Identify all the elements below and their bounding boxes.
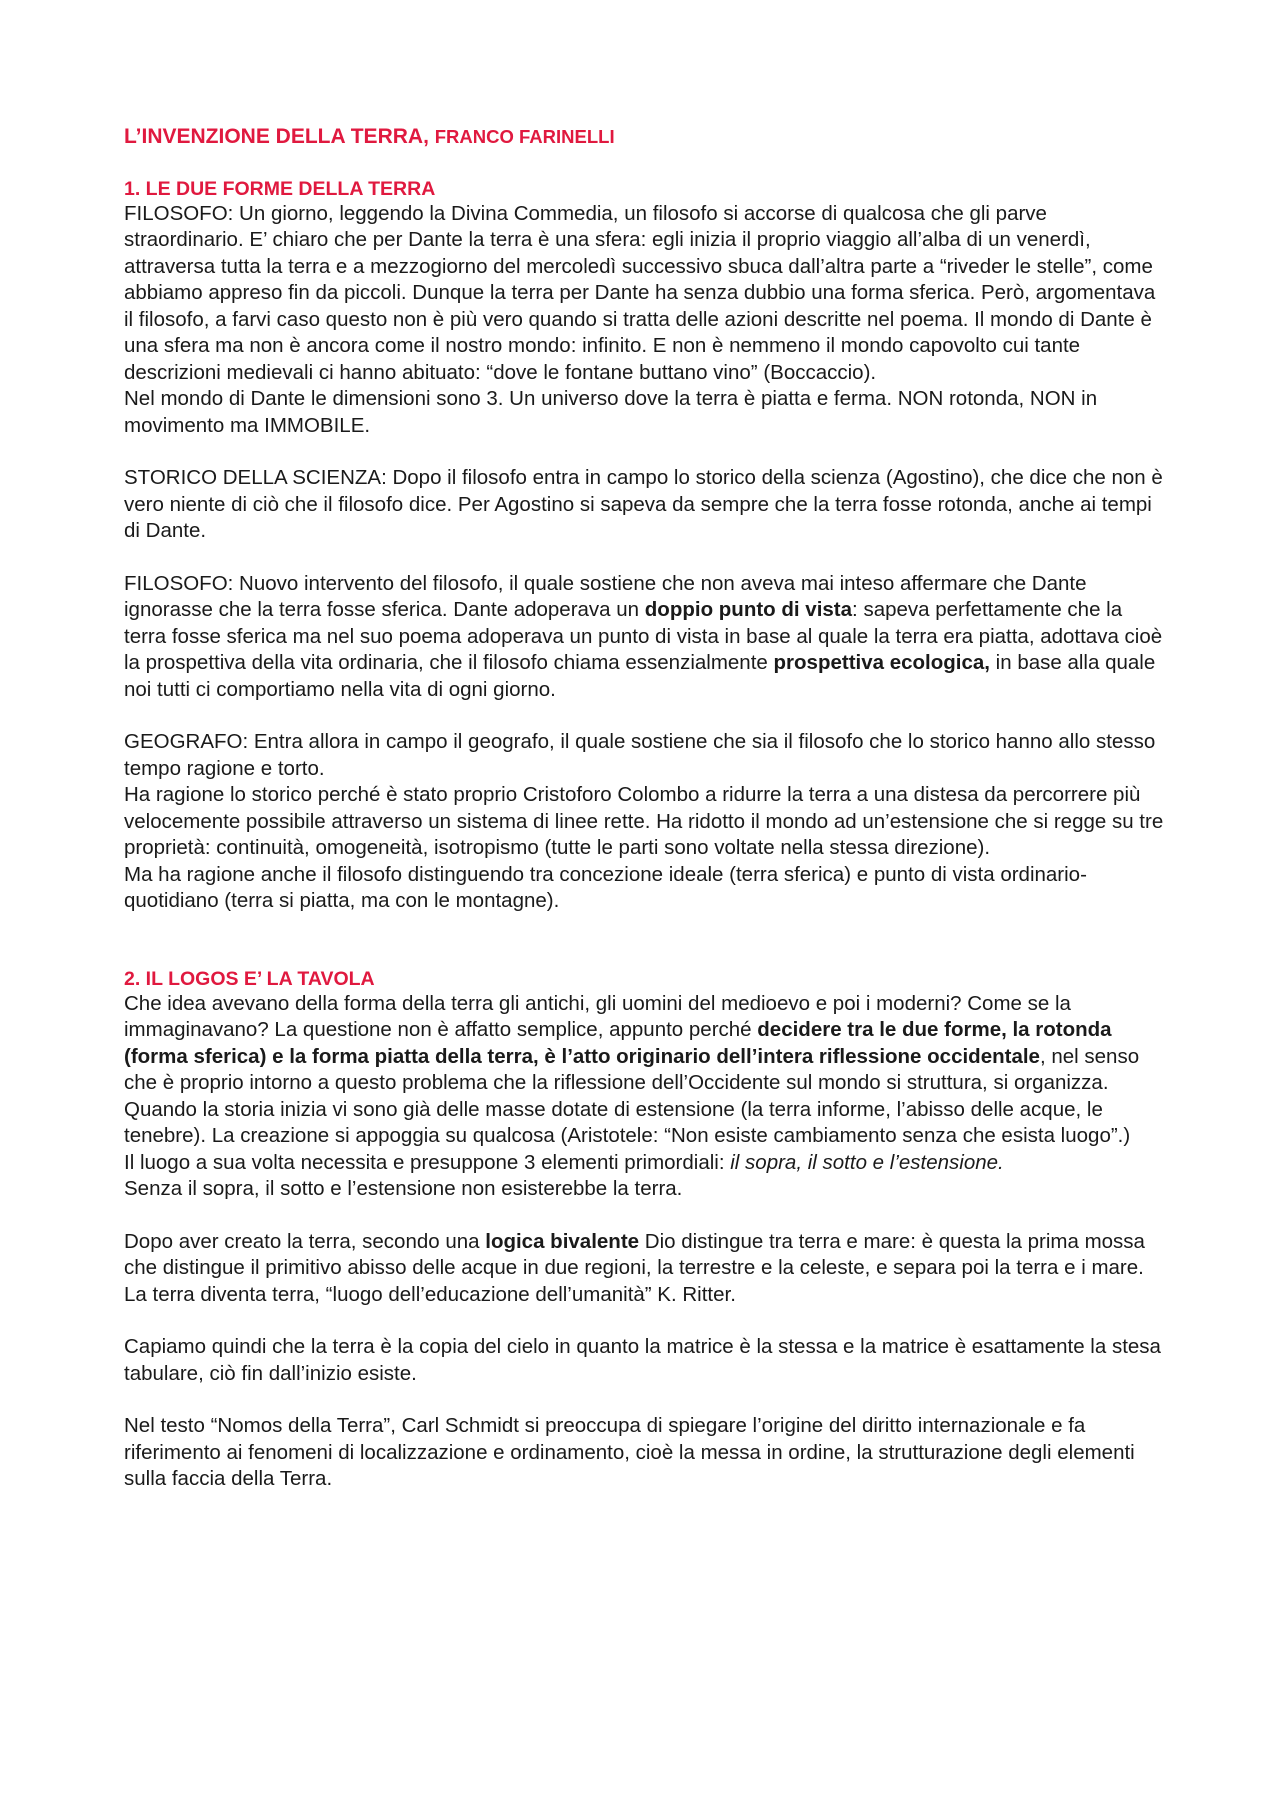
document-page xyxy=(124,124,1164,1493)
section-2-paragraph-3 xyxy=(124,1150,1164,1177)
section-1-paragraph-1: FILOSOFO: Un giorno, leggendo la Divina Commedia, un filosofo si accorse di qualcosa che gli parve straordinario. E’ chiaro che per Dante la terra è una sfera: egli inizia il proprio viaggio all’alba di un venerdì, attraversa tutta la terra e a mezzogiorno del mercoledì successivo sbuca dall’altra parte a “riveder le stelle”, come abbiamo appreso fin da piccoli. Dunque la terra per Dante ha senza dubbio una forma sferica. Però, argomentava il filosofo, a farvi caso questo non è più vero quando si tratta delle azioni descritte nel poema. Il mondo di Dante è una sfera ma non è ancora come il nostro mondo: infinito. E non è nemmeno il mondo capovolto cui tante descrizioni medievali ci hanno abituato: “dove le fontane buttano vino” (Boccaccio). xyxy=(124,201,1156,384)
text-run: Il luogo a sua volta necessita e presuppone 3 elementi primordiali: xyxy=(124,1150,731,1174)
bold-run: prospettiva ecologica, xyxy=(773,651,990,674)
text-run: Dopo aver creato la terra, secondo una xyxy=(124,1229,486,1253)
text-run: : sapeva perfettamente che la terra fosse sferica ma nel suo poema adoperava un punto di vista in base al quale la terra era piatta, adottava cioè la prospettiva della vita ordinaria, che il filosofo chiama essenzialmente xyxy=(124,598,1163,674)
text-run: FILOSOFO: Nuovo intervento del filosofo, il quale sostiene che non aveva mai inteso affermare che Dante ignorasse che la terra fosse sferica. Dante adoperava un xyxy=(124,571,1087,621)
section-2-paragraph-7: Nel testo “Nomos della Terra”, Carl Schmidt si preoccupa di spiegare l’origine del diritto internazionale e fa riferimento ai fenomeni di localizzazione e ordinamento, cioè la messa in ordine, la strutturazione degli elementi sulla faccia della Terra. xyxy=(124,1414,1135,1490)
text-run: Dio distingue tra terra e mare: è questa la prima mossa che distingue il primitivo abisso delle acque in due regioni, la terrestre e la celeste, e separa poi la terra e i mare. La terra diventa terra, “luogo dell’educazione dell’umanità” K. Ritter. xyxy=(124,1229,1145,1306)
title-main: L’INVENZIONE DELLA TERRA, xyxy=(124,125,435,148)
text-run: Che idea avevano della forma della terra gli antichi, gli uomini del medioevo e poi i moderni? Come se la immaginavano? La questione non è affatto semplice, appunto perché xyxy=(124,991,1071,1041)
bold-run: doppio punto di vista xyxy=(644,598,853,621)
document-title xyxy=(124,124,1164,151)
section-1-paragraph-5: GEOGRAFO: Entra allora in campo il geografo, il quale sostiene che sia il filosofo che lo storico hanno allo stesso tempo ragione e torto. xyxy=(124,730,1156,780)
section-1-paragraph-7: Ma ha ragione anche il filosofo distinguendo tra concezione ideale (terra sferica) e punto di vista ordinario-quotidiano (terra si piatta, ma con le montagne). xyxy=(124,862,1087,912)
section-1-paragraph-3: STORICO DELLA SCIENZA: Dopo il filosofo entra in campo lo storico della scienza (Agostino), che dice che non è vero niente di ciò che il filosofo dice. Per Agostino si sapeva da sempre che la terra fosse rotonda, anche ai tempi di Dante. xyxy=(124,466,1163,542)
section-1-paragraph-2: Nel mondo di Dante le dimensioni sono 3. Un universo dove la terra è piatta e ferma. NON rotonda, NON in movimento ma IMMOBILE. xyxy=(124,387,1098,437)
section-1-heading: 1. LE DUE FORME DELLA TERRA xyxy=(124,177,436,200)
bold-run: decidere tra le due forme, la rotonda (forma sferica) e la forma piatta della terra, è l’atto originario dell’intera riflessione occidentale xyxy=(124,1018,1112,1068)
text-run: in base alla quale noi tutti ci comportiamo nella vita di ogni giorno. xyxy=(124,651,1156,701)
title-author: FRANCO FARINELLI xyxy=(434,126,615,147)
bold-run: logica bivalente xyxy=(485,1229,640,1253)
section-2-paragraph-4: Senza il sopra, il sotto e l’estensione non esisterebbe la terra. xyxy=(124,1177,683,1200)
section-2-paragraph-6: Capiamo quindi che la terra è la copia del cielo in quanto la matrice è la stessa e la matrice è esattamente la stesa tabulare, ciò fin dall’inizio esiste. xyxy=(124,1335,1161,1385)
italic-run: il sopra, il sotto e l’estensione. xyxy=(730,1150,1004,1174)
section-2-paragraph-2: Quando la storia inizia vi sono già delle masse dotate di estensione (la terra informe, l’abisso delle acque, le tenebre). La creazione si appoggia su qualcosa (Aristotele: “Non esiste cambiamento senza che esista luogo”.) xyxy=(124,1097,1131,1147)
section-2-heading: 2. IL LOGOS E’ LA TAVOLA xyxy=(124,967,375,990)
section-1-paragraph-4 xyxy=(124,571,1164,704)
text-run: , nel senso che è proprio intorno a questo problema che la riflessione dell’Occidente sul mondo si struttura, si organizza. xyxy=(124,1044,1140,1094)
section-2-paragraph-5 xyxy=(124,1229,1164,1309)
section-1-paragraph-6: Ha ragione lo storico perché è stato proprio Cristoforo Colombo a ridurre la terra a una distesa da percorrere più velocemente possibile attraverso un sistema di linee rette. Ha ridotto il mondo ad un’estensione che si regge su tre proprietà: continuità, omogeneità, isotropismo (tutte le parti sono voltate nella stessa direzione). xyxy=(124,783,1164,859)
section-2-paragraph-1 xyxy=(124,991,1164,1097)
